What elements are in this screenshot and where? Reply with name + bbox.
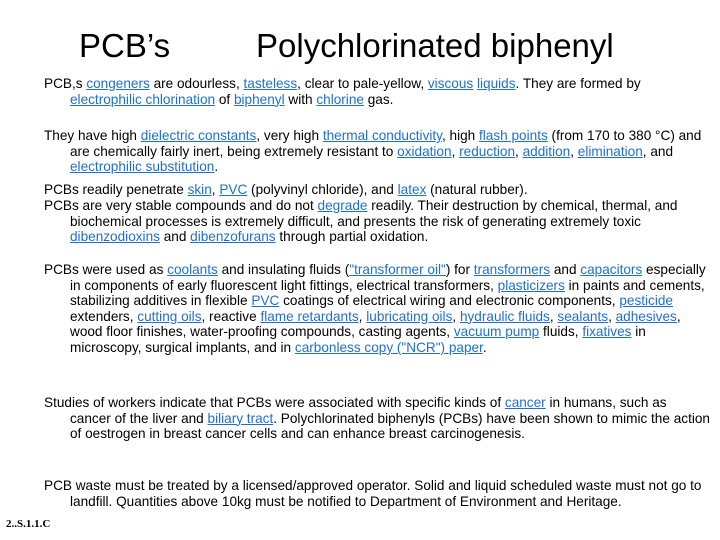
paragraph-text: in humans, such as cancer of the liver and	[70, 395, 667, 426]
hyperlink[interactable]: dibenzofurans	[190, 229, 276, 245]
paragraph-congeners	[44, 76, 710, 107]
slide-footer-code: 2..S.1.1.C	[6, 518, 51, 530]
paragraph-text: ,	[211, 182, 220, 197]
hyperlink[interactable]: skin	[187, 182, 212, 197]
hyperlink[interactable]: plasticizers	[497, 277, 565, 293]
hyperlink[interactable]: biphenyl	[233, 91, 285, 107]
hyperlink[interactable]: adhesives	[615, 308, 677, 324]
hyperlink[interactable]: capacitors	[580, 262, 643, 277]
paragraph-text: with	[284, 91, 317, 107]
paragraph-text: PCB,s	[44, 76, 87, 91]
hyperlink[interactable]: latex	[397, 182, 427, 197]
paragraph-text: ,	[451, 143, 460, 159]
paragraph-text: coatings of electrical wiring and electronic components,	[279, 293, 620, 309]
hyperlink[interactable]: cutting oils	[137, 308, 202, 324]
hyperlink[interactable]: transformers	[473, 262, 551, 277]
hyperlink[interactable]: oxidation	[397, 143, 452, 159]
paragraph-text: ,	[452, 308, 460, 324]
paragraph-text: , reactive	[201, 308, 261, 324]
paragraph-text: and	[550, 262, 581, 277]
paragraph-text: , clear to pale-yellow,	[297, 76, 428, 91]
paragraph-penetration	[44, 182, 710, 198]
hyperlink[interactable]: carbonless copy ("NCR") paper	[294, 339, 483, 355]
paragraph-text: .	[214, 159, 219, 175]
paragraph-text: ,	[608, 308, 616, 324]
hyperlink[interactable]: PVC	[251, 293, 280, 309]
hyperlink[interactable]: flame retardants	[260, 308, 359, 324]
paragraph-text: extenders,	[70, 308, 138, 324]
hyperlink[interactable]: "transformer oil"	[349, 262, 446, 277]
slide-title: Polychlorinated biphenyl	[256, 27, 614, 64]
paragraph-text: ,	[570, 143, 578, 159]
hyperlink[interactable]: addition	[522, 143, 571, 159]
paragraph-text: PCBs are very stable compounds and do not	[44, 198, 318, 213]
paragraph-health	[44, 395, 710, 442]
paragraph-text: and insulating fluids (	[217, 262, 350, 277]
hyperlink[interactable]: elimination	[577, 143, 643, 159]
paragraph-waste	[44, 478, 710, 509]
paragraph-text: especially in components of early fluorescent light fittings, electrical transformers,	[70, 262, 706, 293]
paragraph-text: PCB waste must be treated by a licensed/approved operator. Solid and liquid scheduled waste must not go to landfill. Quantities above 10kg must be notified to Department of Environment and Heritage.	[44, 478, 702, 509]
hyperlink[interactable]: electrophilic substitution	[70, 159, 215, 175]
hyperlink[interactable]: reduction	[459, 143, 516, 159]
paragraph-text: . Polychlorinated biphenyls (PCBs) have been shown to mimic the action of oestrogen in breast cancer cells and can enhance breast carcinogenesis.	[70, 410, 710, 442]
slide-title-abbrev: PCB’s	[79, 27, 171, 64]
paragraph-properties	[44, 128, 710, 175]
hyperlink[interactable]: liquids	[476, 76, 516, 91]
paragraph-text: , wood floor finishes, water-proofing compounds, casting agents,	[70, 308, 681, 340]
paragraph-text: of	[215, 91, 234, 107]
paragraph-text: ,	[515, 143, 523, 159]
paragraph-text: They have high	[44, 128, 141, 143]
hyperlink[interactable]: vacuum pump	[453, 324, 540, 340]
paragraph-text: ,	[358, 308, 367, 324]
hyperlink[interactable]: cancer	[504, 395, 546, 410]
hyperlink[interactable]: congeners	[86, 76, 150, 91]
paragraph-text: PCBs were used as	[44, 262, 168, 277]
paragraph-text: (from 170 to 380 °C) and are chemically fairly inert, being extremely resistant to	[70, 128, 702, 159]
hyperlink[interactable]: biliary tract	[207, 410, 274, 426]
paragraph-text: are odourless,	[149, 76, 244, 91]
hyperlink[interactable]: chlorine	[316, 91, 364, 107]
paragraph-text: and	[159, 229, 191, 245]
paragraph-text: (natural rubber).	[426, 182, 528, 197]
hyperlink[interactable]: degrade	[317, 198, 368, 213]
hyperlink[interactable]: sealants	[557, 308, 609, 324]
hyperlink[interactable]: dibenzodioxins	[70, 229, 160, 245]
hyperlink[interactable]: flash points	[479, 128, 548, 143]
paragraph-text: through partial oxidation.	[275, 229, 429, 245]
hyperlink[interactable]: fixatives	[582, 324, 632, 340]
hyperlink[interactable]: coolants	[167, 262, 218, 277]
hyperlink[interactable]: thermal conductivity	[322, 128, 442, 143]
paragraph-text: ) for	[445, 262, 474, 277]
hyperlink[interactable]: electrophilic chlorination	[70, 91, 216, 107]
paragraph-text: , high	[441, 128, 479, 143]
hyperlink[interactable]: dielectric constants	[140, 128, 257, 143]
hyperlink[interactable]: PVC	[219, 182, 248, 197]
paragraph-text: gas.	[363, 91, 394, 107]
paragraph-text: .	[482, 339, 487, 355]
paragraph-text: , very high	[256, 128, 323, 143]
paragraph-text: readily. Their destruction by chemical, thermal, and biochemical processes is extremely difficult, and presents the risk of generating extremely toxic	[70, 198, 678, 229]
paragraph-text: Studies of workers indicate that PCBs were associated with specific kinds of	[44, 395, 505, 410]
hyperlink[interactable]: tasteless	[243, 76, 298, 91]
hyperlink[interactable]: hydraulic fluids	[459, 308, 550, 324]
paragraph-text: ,	[549, 308, 558, 324]
hyperlink[interactable]: viscous	[427, 76, 474, 91]
paragraph-uses	[44, 262, 710, 356]
paragraph-text: (polyvinyl chloride), and	[247, 182, 398, 197]
paragraph-text: in paints and cements, stabilizing additives in flexible	[70, 277, 705, 309]
paragraph-text: PCBs readily penetrate	[44, 182, 188, 197]
paragraph-text: . They are formed by	[515, 76, 641, 91]
hyperlink[interactable]: pesticide	[619, 293, 673, 309]
paragraph-text: in microscopy, surgical implants, and in	[70, 324, 646, 355]
paragraph-text: fluids,	[539, 324, 583, 340]
paragraph-stability	[44, 198, 710, 245]
hyperlink[interactable]: lubricating oils	[366, 308, 453, 324]
paragraph-text: , and	[642, 143, 674, 159]
